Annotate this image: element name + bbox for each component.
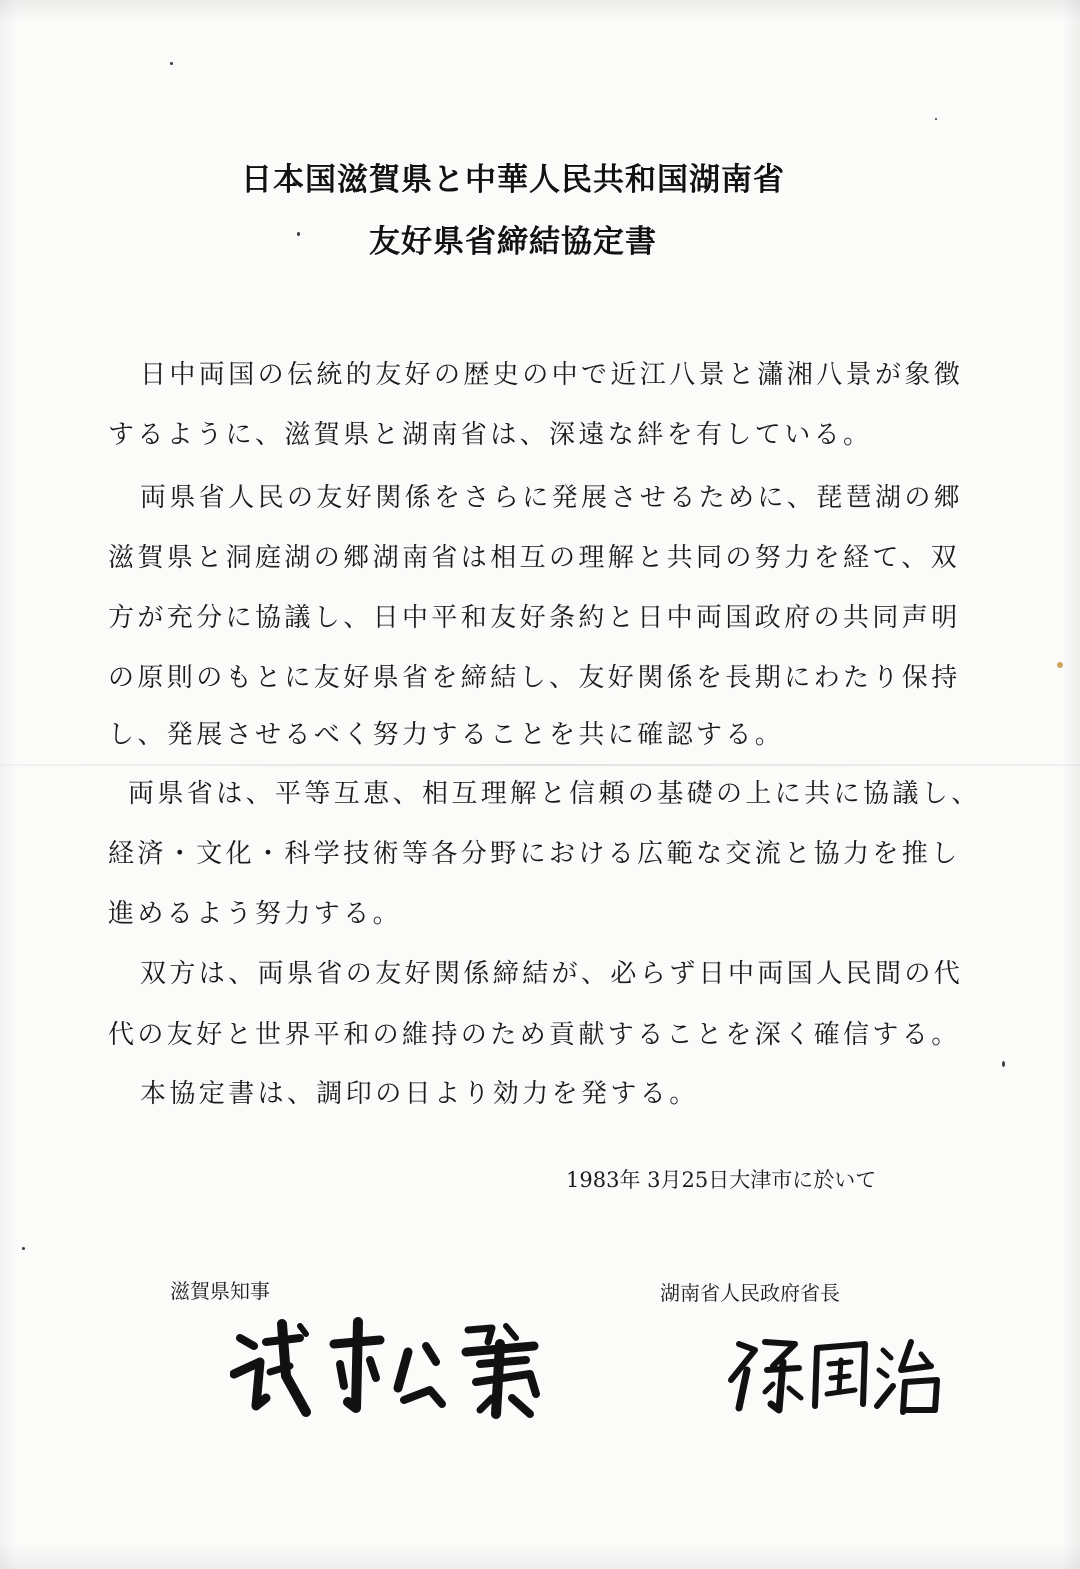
body-line: 両県省人民の友好関係をさらに発展させるために、琵琶湖の郷 <box>140 483 964 513</box>
body-line: 経済・文化・科学技術等各分野における広範な交流と協力を推し <box>108 839 961 869</box>
body-line: 双方は、両県省の友好関係締結が、必らず日中両国人民間の代 <box>140 959 964 989</box>
body-line: 日中両国の伝統的友好の歴史の中で近江八景と瀟湘八景が象徴 <box>140 360 964 390</box>
document-title-line-1: 日本国滋賀県と中華人民共和国湖南省 <box>241 162 785 198</box>
signatory-left-title: 滋賀県知事 <box>170 1279 270 1303</box>
body-line: 進めるよう努力する。 <box>108 899 403 929</box>
body-line: の原則のもとに友好県省を締結し、友好関係を長期にわたり保持 <box>108 663 961 693</box>
body-line: 代の友好と世界平和の維持のため貢献することを深く確信する。 <box>108 1020 961 1050</box>
body-line: 方が充分に協議し、日中平和友好条約と日中両国政府の共同声明 <box>108 603 961 633</box>
signature-left-handwritten <box>230 1316 555 1431</box>
body-line: 滋賀県と洞庭湖の郷湖南省は相互の理解と共同の努力を経て、双 <box>108 543 961 573</box>
body-line: し、発展させるべく努力することを共に確認する。 <box>108 720 785 750</box>
body-line: 本協定書は、調印の日より効力を発する。 <box>140 1079 699 1109</box>
signature-right-handwritten <box>725 1336 955 1416</box>
body-line: 両県省は、平等互恵、相互理解と信頼の基礎の上に共に協議し、 <box>128 779 981 809</box>
document-title-line-2: 友好県省締結協定書 <box>369 224 657 260</box>
body-line: するように、滋賀県と湖南省は、深遠な絆を有している。 <box>108 420 873 450</box>
signatory-right-title: 湖南省人民政府省長 <box>660 1281 840 1305</box>
signing-date-place: 1983年 3月25日大津市に於いて <box>566 1168 877 1192</box>
